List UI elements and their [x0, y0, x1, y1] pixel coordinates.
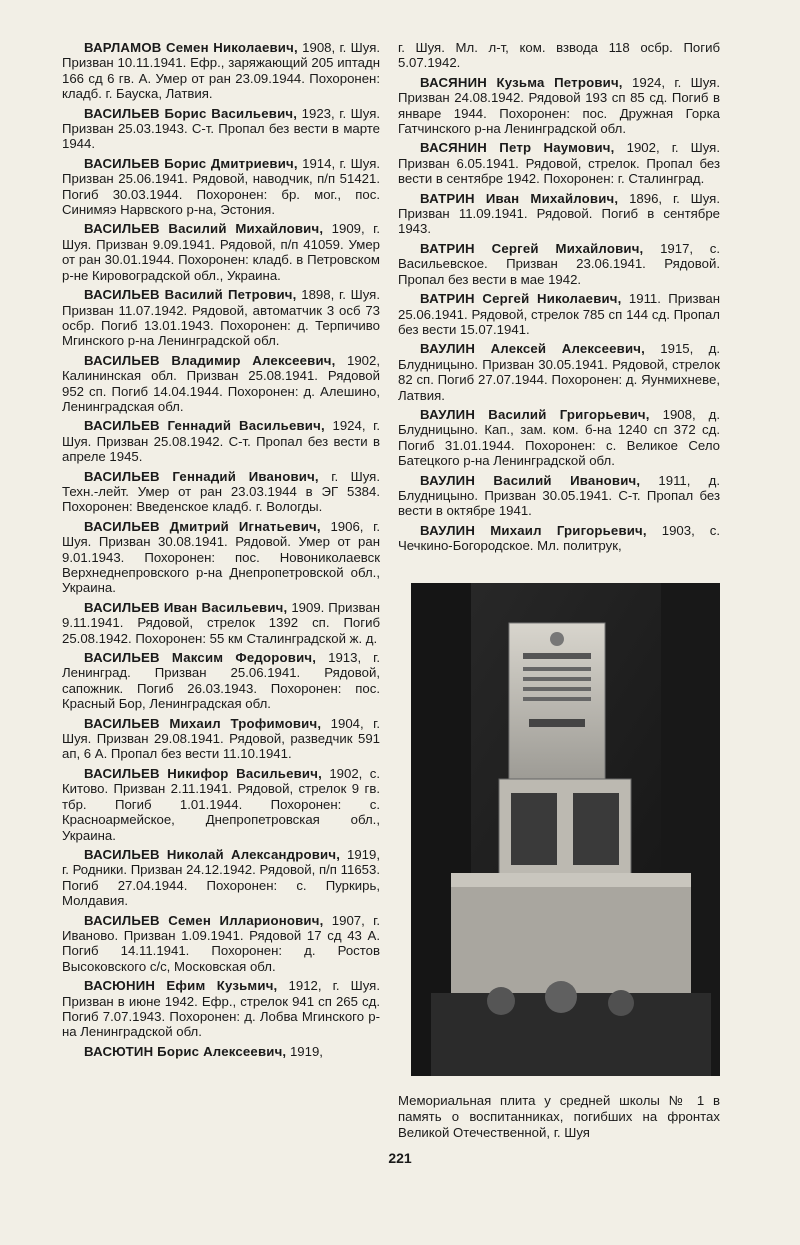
entry	[62, 716, 380, 762]
entry-name: ВАУЛИН Алексей Алексеевич,	[420, 341, 645, 357]
entry-text: 1909. Призван 9.11.1941. Рядовой, стрелок 1392 сп. Погиб 25.08.1942. Похоронен: 55 км Сталинградской ж. д.	[62, 599, 380, 646]
entry	[398, 523, 720, 554]
entry-name: ВАСЮТИН Борис Алексеевич,	[84, 1043, 287, 1059]
entry-name: ВАСИЛЬЕВ Геннадий Васильевич,	[84, 418, 325, 434]
entry	[62, 1044, 380, 1059]
entry-text: 1919,	[286, 1043, 323, 1059]
entry-text: 1902, г. Шуя. Призван 6.05.1941. Рядовой, стрелок. Пропал без вести в сентябре 1942. Похоронен: г. Сталинград.	[398, 140, 720, 187]
entry	[398, 75, 720, 137]
entry-name: ВАСИЛЬЕВ Дмитрий Игнатьевич,	[84, 518, 321, 534]
memorial-photo	[411, 583, 720, 1076]
entry-name: ВАСЯНИН Петр Наумович,	[420, 140, 615, 156]
entry-text: 1917, с. Васильевское. Призван 23.06.1941. Рядовой. Пропал без вести в мае 1942.	[398, 240, 721, 287]
entry-text: 1902, с. Китово. Призван 2.11.1941. Рядовой, стрелок 9 гв. тбр. Погиб 1.01.1944. Похоронен: с. Красноармейское, Днепропетровская обл., Украина.	[62, 765, 380, 843]
entry-text: 1919, г. Родники. Призван 24.12.1942. Рядовой, п/п 11653. Погиб 27.04.1944. Похоронен: с. Пуркирь, Молдавия.	[62, 846, 381, 909]
entry-text: 1924, г. Шуя. Призван 25.08.1942. С-т. Пропал без вести в апреле 1945.	[62, 418, 380, 465]
entry-name: ВАСИЛЬЕВ Владимир Алексеевич,	[84, 352, 336, 368]
left-column	[62, 40, 380, 1063]
entry-text: 1896, г. Шуя. Призван 11.09.1941. Рядовой. Погиб в сентябре 1943.	[398, 190, 720, 237]
entry-text: 1906, г. Шуя. Призван 30.08.1941. Рядовой. Умер от ран 9.01.1943. Похоронен: пос. Новониколаевск Верхнеднепровского р-на Днепропетровской обл., Украина.	[62, 518, 380, 596]
entry	[398, 191, 720, 237]
entry-text: 1904, г. Шуя. Призван 29.08.1941. Рядовой, разведчик 591 ап, 6 А. Пропал без вести 11.10.1941.	[62, 715, 380, 762]
entry-name: ВАСИЛЬЕВ Максим Федорович,	[84, 650, 317, 666]
entry	[62, 469, 380, 515]
entry-name: ВАСИЛЬЕВ Геннадий Иванович,	[84, 468, 319, 484]
entry-name: ВАТРИН Сергей Михайлович,	[420, 240, 644, 256]
entry-name: ВАУЛИН Михаил Григорьевич,	[420, 522, 647, 538]
entry	[62, 600, 380, 646]
entry-name: ВАУЛИН Василий Григорьевич,	[420, 406, 650, 422]
entry	[62, 978, 380, 1040]
entry-name: ВАСИЛЬЕВ Василий Петрович,	[84, 287, 297, 303]
entry	[398, 473, 720, 519]
entry-name: ВАСИЛЬЕВ Иван Васильевич,	[84, 599, 288, 615]
continuation-text: г. Шуя. Мл. л-т, ком. взвода 118 осбр. Погиб 5.07.1942.	[398, 40, 720, 71]
entry-text: 1907, г. Иваново. Призван 1.09.1941. Рядовой 17 сд 43 А. Погиб 14.11.1941. Похоронен: д. Ростов Высоковского с/с, Московская обл.	[62, 912, 380, 974]
entry-text: 1903, с. Чечкино-Богородское. Мл. политрук,	[398, 522, 720, 554]
entry-text: 1911, д. Блудницыно. Призван 30.05.1941. С-т. Пропал без вести в октябре 1941.	[398, 472, 720, 519]
entry	[62, 221, 380, 283]
entry-name: ВАСЯНИН Кузьма Петрович,	[420, 74, 623, 90]
entry-text: 1915, д. Блудницыно. Призван 30.05.1941. Рядовой, стрелок 82 сп. Погиб 27.07.1944. Похоронен: д. Яунмихневе, Латвия.	[398, 341, 720, 403]
entry	[62, 156, 380, 218]
entry	[62, 913, 380, 975]
entry-text: 1908, г. Шуя. Призван 10.11.1941. Ефр., заряжающий 205 иптадн 166 сд 6 гв. А. Умер от ран 23.09.1944. Похоронен: кладб. г. Бауска, Латвия.	[62, 40, 380, 102]
entry-text: 1909, г. Шуя. Призван 9.09.1941. Рядовой, п/п 41059. Умер от ран 30.01.1944. Похоронен: кладб. в Петровском р-не Кировоградской обл., Украина.	[62, 221, 380, 283]
entry-name: ВАСИЛЬЕВ Борис Дмитриевич,	[84, 155, 298, 171]
entry-name: ВАСИЛЬЕВ Михаил Трофимович,	[84, 715, 322, 731]
entry	[398, 407, 720, 469]
entry-name: ВАУЛИН Василий Иванович,	[420, 472, 641, 488]
entry	[62, 40, 380, 102]
entry-text: 1908, д. Блудницыно. Кап., зам. ком. б-на 1240 сп 372 сд. Погиб 31.01.1944. Похоронен: с. Великое Село Батецкого р-на Ленинградской обл.	[398, 406, 720, 469]
entry-name: ВАСИЛЬЕВ Семен Илларионович,	[84, 912, 324, 928]
photo-caption: Мемориальная плита у средней школы № 1 в память о воспитанниках, погибших на фронтах Великой Отечественной, г. Шуя	[398, 1093, 720, 1140]
right-entries	[398, 75, 720, 554]
entry-text: 1898, г. Шуя. Призван 11.07.1942. Рядовой, автоматчик 3 осб 73 осбр. Погиб 13.01.1943. Похоронен: д. Терпичиво Мгинского р-на Ленинградской обл.	[62, 287, 380, 349]
entry	[62, 106, 380, 152]
entry-name: ВАСИЛЬЕВ Борис Васильевич,	[84, 105, 298, 121]
entry-name: ВАСЮНИН Ефим Кузьмич,	[84, 978, 278, 994]
entry-text: 1924, г. Шуя. Призван 24.08.1942. Рядовой 193 сп 85 сд. Погиб в январе 1944. Похоронен: пос. Дружная Горка Гатчинского р-на Ленинградской обл.	[398, 74, 720, 137]
entry	[398, 140, 720, 186]
entry-text: 1911. Призван 25.06.1941. Рядовой, стрелок 785 сп 144 сд. Пропал без вести 15.07.1941.	[398, 291, 720, 337]
entry-text: г. Шуя. Техн.-лейт. Умер от ран 23.03.1944 в ЭГ 5384. Похоронен: Введенское кладб. г. Вологды.	[62, 468, 380, 515]
entry-text: 1914, г. Шуя. Призван 25.06.1941. Рядовой, наводчик, п/п 51421. Погиб 30.03.1944. Похоронен: бр. мог., пос. Синимяэ Нарвского р-на, Эстония.	[62, 155, 380, 218]
entry	[62, 418, 380, 464]
entry	[398, 241, 720, 287]
entry	[62, 287, 380, 349]
entry	[62, 650, 380, 712]
entry-name: ВАСИЛЬЕВ Никифор Васильевич,	[84, 765, 322, 781]
entry-name: ВАСИЛЬЕВ Николай Александрович,	[84, 846, 341, 862]
entry	[62, 847, 380, 909]
entry-text: 1902, Калининская обл. Призван 25.08.1941. Рядовой 952 сп. Погиб 14.04.1944. Похоронен: д. Алешино, Ленинградская обл.	[62, 352, 380, 414]
entry	[398, 341, 720, 403]
entry-text: 1912, г. Шуя. Призван в июне 1942. Ефр., стрелок 941 сп 265 сд. Погиб 7.07.1943. Похоронен: д. Лобва Мгинского р-на Ленинградской обл.	[62, 978, 380, 1040]
entry	[62, 519, 380, 596]
entry-name: ВАТРИН Иван Михайлович,	[420, 190, 619, 206]
entry	[62, 766, 380, 843]
entry-name: ВАСИЛЬЕВ Василий Михайлович,	[84, 221, 324, 237]
memorial-plaque-photo-icon	[411, 583, 720, 1076]
entry-name: ВАРЛАМОВ Семен Николаевич,	[84, 40, 298, 55]
entry-text: 1913, г. Ленинград. Призван 25.06.1941. Рядовой, сапожник. Погиб 26.03.1943. Похоронен: пос. Красный Бор, Ленинградская обл.	[62, 650, 380, 712]
right-column	[398, 40, 720, 558]
entry-text: 1923, г. Шуя. Призван 25.03.1943. С-т. Пропал без вести в марте 1944.	[62, 105, 380, 152]
page-number: 221	[388, 1150, 412, 1166]
entry-name: ВАТРИН Сергей Николаевич,	[420, 291, 622, 307]
entry	[62, 353, 380, 415]
entry	[398, 291, 720, 337]
